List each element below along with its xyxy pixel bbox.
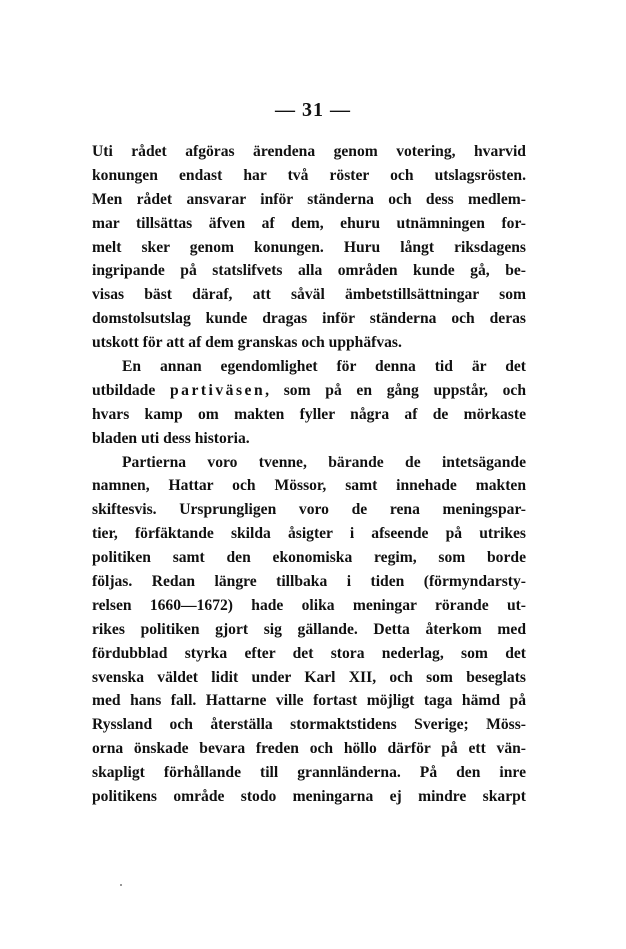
text-line: politikens område stodo meningarna ej mindre skarpt [92, 788, 526, 806]
text-line: Men rådet ansvarar inför ständerna och dess medlem- [92, 190, 526, 208]
text-line: En annan egendomlighet för denna tid är det [122, 358, 526, 376]
text-line: domstolsutslag kunde dragas inför ständerna och deras [92, 310, 526, 328]
text-line: med hans fall. Hattarne ville fortast möjligt taga hämd på [92, 692, 526, 710]
text-line: relsen 1660—1672) hade olika meningar rörande ut- [92, 596, 526, 614]
text-line: politiken samt den ekonomiska regim, som borde [92, 549, 526, 567]
text-line: melt sker genom konungen. Huru långt riksdagens [92, 238, 526, 256]
text-line: Uti rådet afgöras ärendena genom votering, hvarvid [92, 143, 526, 160]
text-line: mar tillsättas äfven af dem, ehuru utnämningen for- [92, 214, 526, 232]
text-line: ingripande på statslifvets alla områden kunde gå, be- [92, 262, 526, 280]
text-line: namnen, Hattar och Mössor, samt innehade makten [92, 477, 526, 495]
text-line [92, 379, 526, 403]
text-line: följas. Redan längre tillbaka i tiden (förmyndarsty- [92, 573, 526, 591]
body-text [92, 140, 526, 809]
text-line: Ryssland och återställa stormaktstidens Sverige; Möss- [92, 716, 526, 734]
page-number: — 31 — [275, 99, 351, 121]
paper-speck [120, 884, 122, 886]
text-line: utskott för att af dem granskas och upphäfvas. [92, 334, 402, 352]
text-line: visas bäst däraf, att såväl ämbetstillsättningar som [92, 286, 526, 304]
text-line: rikes politiken gjort sig gällande. Detta återkom med [92, 620, 526, 638]
text-line: orna önskade bevara freden och höllo därför på ett vän- [92, 740, 526, 758]
text-line: fördubblad styrka efter det stora nederlag, som det [92, 644, 526, 662]
text-line: skapligt förhållande till grannländerna. På den inre [92, 764, 526, 782]
text-line: hvars kamp om makten fyller några af de mörkaste [92, 405, 526, 423]
text-fragment: utbildade [92, 381, 156, 399]
text-fragment: , som på en gång uppstår, och [265, 381, 526, 399]
text-line: bladen uti dess historia. [92, 429, 250, 447]
text-line: Partierna voro tvenne, bärande de intetsägande [122, 453, 526, 471]
emphasized-term: partiväsen [169, 381, 266, 399]
text-line: svenska väldet lidit under Karl XII, och som beseglats [92, 668, 526, 686]
text-line: skiftesvis. Ursprungligen voro de rena meningspar- [92, 501, 526, 519]
text-line: konungen endast har två röster och utslagsrösten. [92, 166, 526, 184]
text-line: tier, förfäktande skilda åsigter i afseende på utrikes [92, 525, 526, 543]
